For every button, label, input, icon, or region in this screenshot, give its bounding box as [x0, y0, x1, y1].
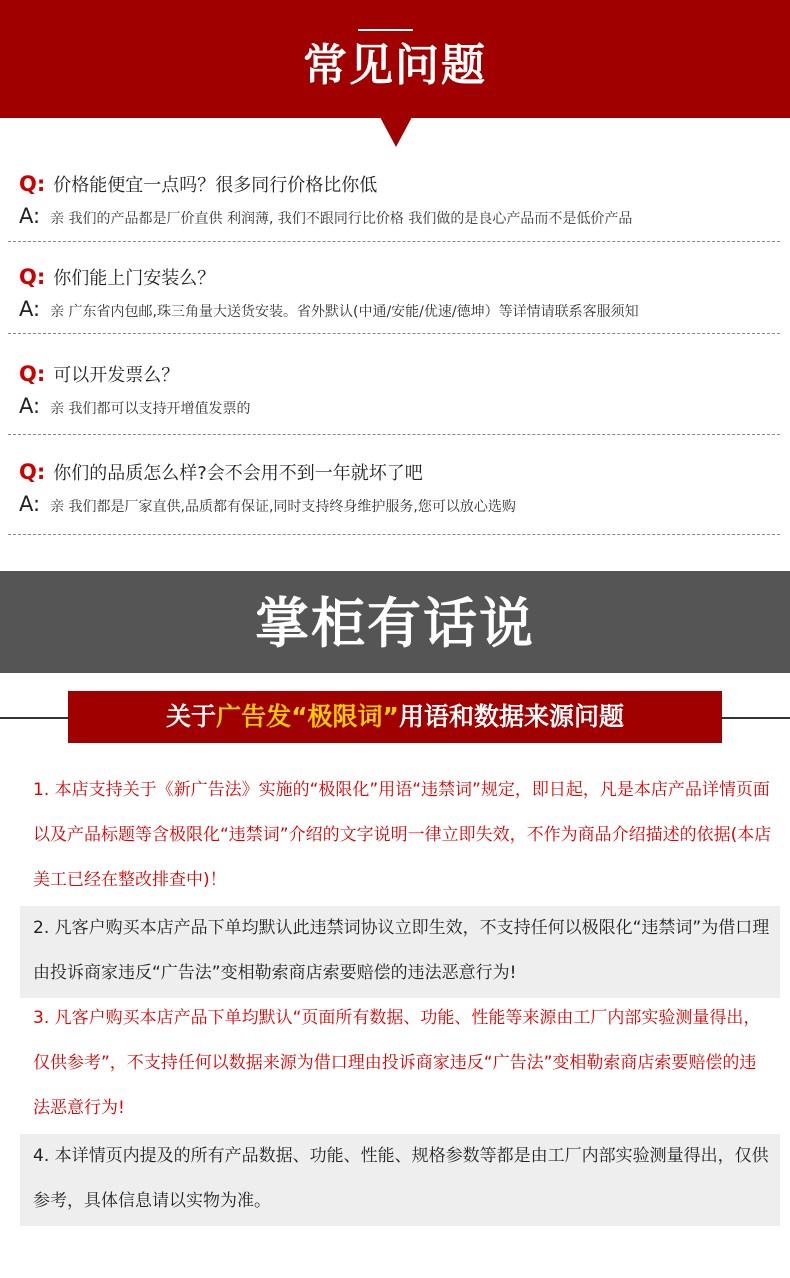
answer-text: 亲 我们都是厂家直供,品质都有保证,同时支持终身维护服务,您可以放心选购: [50, 499, 516, 515]
faq-divider: [8, 434, 780, 435]
answer-text: 亲 广东省内包邮,珠三角量大送货安装。省外默认(中通/安能/优速/德坤）等详情请联系客服须知: [50, 304, 639, 320]
faq-answer: [19, 394, 251, 421]
faq-banner: [0, 0, 790, 118]
faq-question: [19, 172, 377, 198]
faq-divider: [8, 534, 780, 535]
notice-banner: [0, 571, 790, 673]
faq-answer: [19, 297, 639, 324]
notice-title: 掌柜有话说: [255, 591, 535, 655]
subtitle-line-right: [722, 717, 790, 719]
a-mark: A:: [19, 297, 41, 321]
answer-text: 亲 我们都可以支持开增值发票的: [50, 401, 251, 417]
q-mark: Q:: [19, 265, 46, 289]
question-text: 价格能便宜一点吗？很多同行价格比你低: [53, 175, 378, 196]
notice-paragraph-text: 4. 本详情页内提及的所有产品数据、功能、性能、规格参数等都是由工厂内部实验测量得出，仅供参考，具体信息请以实物为准。: [33, 1146, 769, 1211]
q-mark: Q:: [19, 460, 46, 484]
faq-divider: [8, 333, 780, 334]
subtitle-post: 用语和数据来源问题: [398, 702, 624, 731]
banner-top-line: [358, 29, 413, 31]
notice-paragraph: [20, 1134, 780, 1226]
subtitle-highlight: 广告发“极限词”: [216, 702, 399, 731]
question-text: 可以开发票么？: [53, 365, 180, 386]
faq-divider: [8, 241, 780, 242]
notice-paragraph-text: 3. 凡客户购买本店产品下单均默认“页面所有数据、功能、性能等来源由工厂内部实验测量得出，仅供参考”，不支持任何以数据来源为借口理由投诉商家违反“广告法”变相勒索商店索要赔偿的违法恶意行为!: [33, 1008, 761, 1118]
faq-question: [19, 362, 179, 388]
q-mark: Q:: [19, 362, 46, 386]
question-text: 你们能上门安装么？: [53, 268, 216, 289]
subtitle-pre: 关于: [166, 702, 217, 731]
notice-paragraph-text: 1. 本店支持关于《新广告法》实施的“极限化”用语“违禁词”规定，即日起，凡是本店产品详情页面以及产品标题等含极限化“违禁词”介绍的文字说明一律立即失效，不作为商品介绍描述的依据(本店美工已经在整改排查中)！: [33, 780, 772, 890]
faq-question: [19, 460, 423, 486]
banner-arrow-icon: [380, 117, 412, 147]
notice-paragraph: [20, 906, 780, 998]
q-mark: Q:: [19, 172, 46, 196]
notice-paragraph: [20, 768, 780, 906]
faq-answer: [19, 204, 632, 231]
faq-title: 常见问题: [303, 40, 487, 91]
notice-paragraph: [20, 996, 780, 1134]
subtitle-line-left: [0, 717, 68, 719]
notice-paragraph-text: 2. 凡客户购买本店产品下单均默认此违禁词协议立即生效，不支持任何以极限化“违禁词”为借口理由投诉商家违反“广告法”变相勒索商店索要赔偿的违法恶意行为!: [33, 918, 770, 983]
a-mark: A:: [19, 204, 41, 228]
question-text: 你们的品质怎么样?会不会用不到一年就坏了吧: [53, 463, 423, 484]
notice-subtitle: [68, 691, 722, 743]
faq-answer: [19, 492, 516, 519]
answer-text: 亲 我们的产品都是厂价直供 利润薄, 我们不跟同行比价格 我们做的是良心产品而不是低价产品: [50, 211, 633, 227]
a-mark: A:: [19, 394, 41, 418]
a-mark: A:: [19, 492, 41, 516]
faq-question: [19, 265, 215, 291]
